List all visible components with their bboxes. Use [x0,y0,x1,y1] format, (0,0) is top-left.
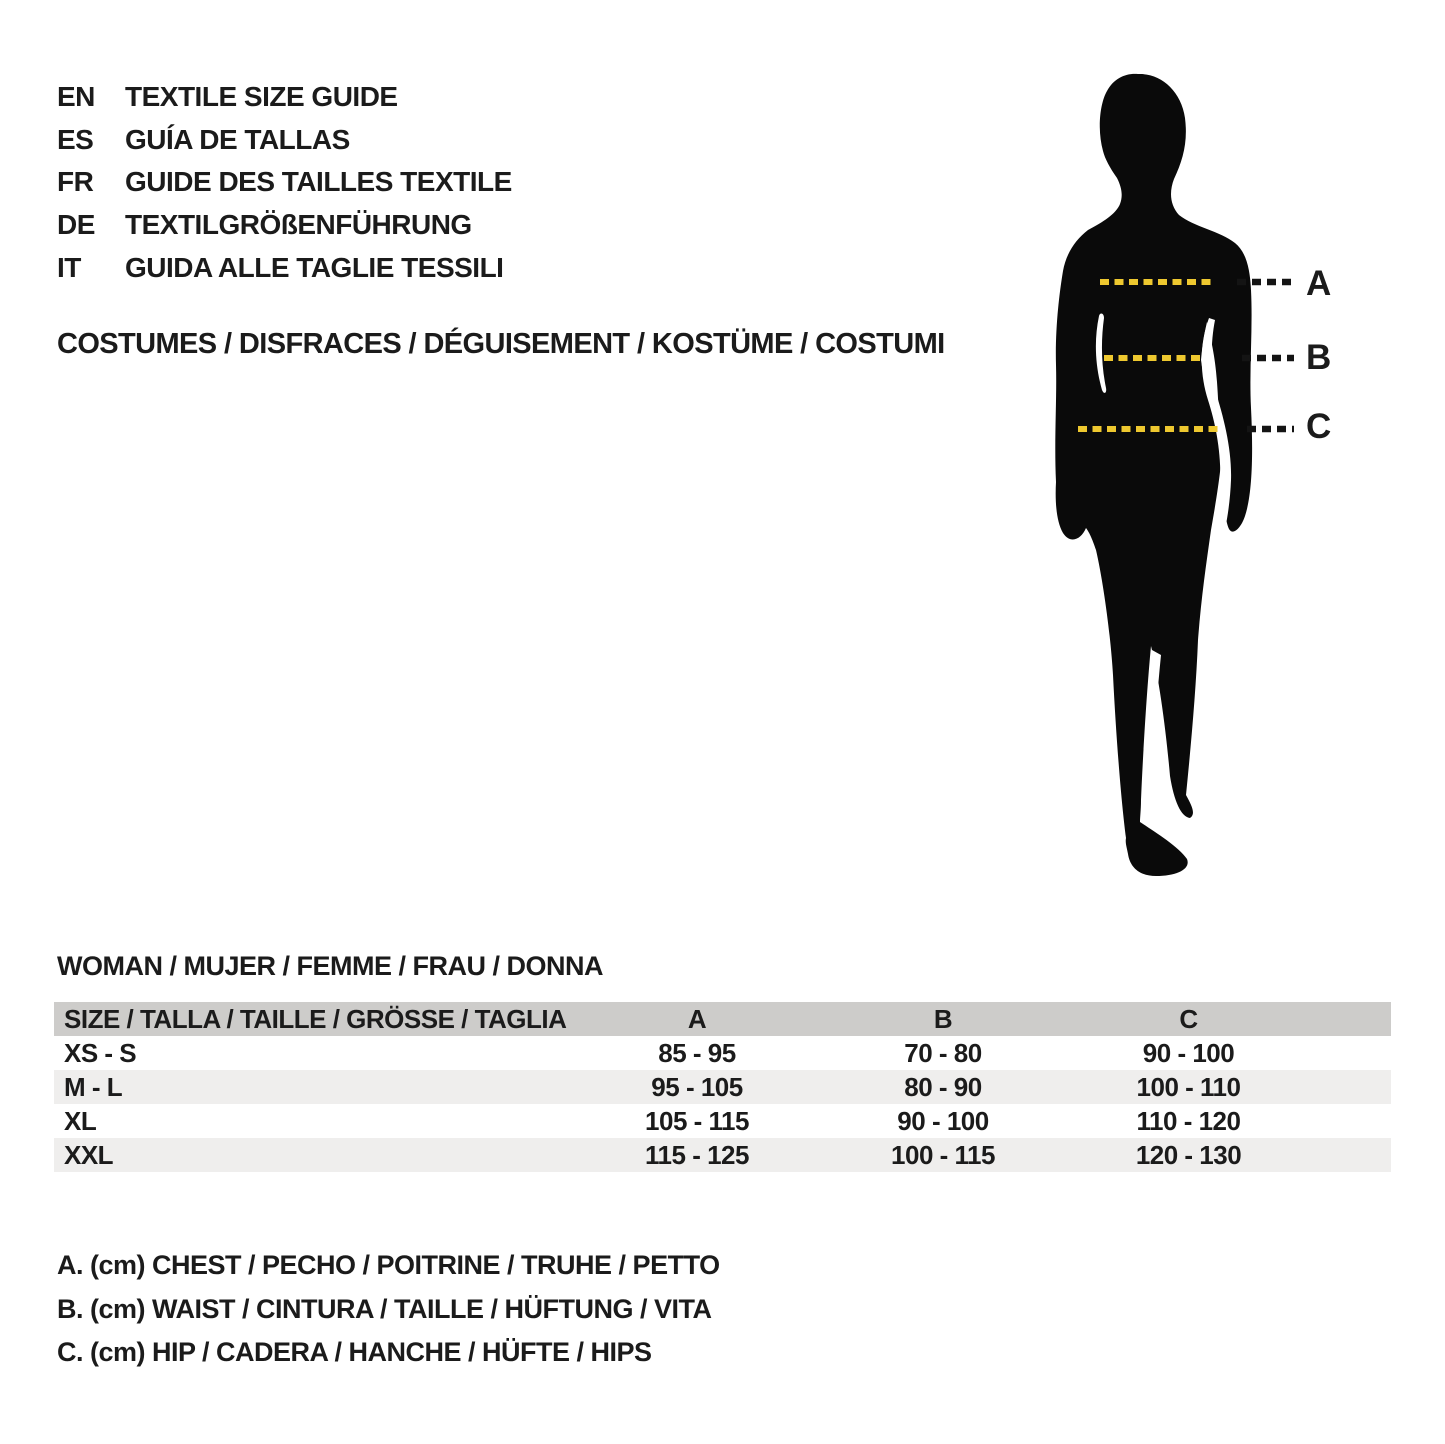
chest-range-cell: 115 - 125 [645,1140,749,1170]
language-row [57,204,512,247]
legend-line-waist: B. (cm) WAIST / CINTURA / TAILLE / HÜFTUNG / VITA [57,1293,712,1324]
language-title: TEXTILGRÖßENFÜHRUNG [125,209,472,241]
hip-range-cell: 110 - 120 [1136,1106,1241,1136]
legend-line-hip: C. (cm) HIP / CADERA / HANCHE / HÜFTE / HIPS [57,1336,652,1367]
chest-range-cell: 85 - 95 [658,1038,736,1068]
size-cell: XL [64,1106,97,1136]
hip-range-cell: 120 - 130 [1135,1140,1242,1170]
size-cell: XS - S [64,1038,137,1068]
language-code: EN [57,81,95,113]
size-column-header: SIZE / TALLA / TAILLE / GRÖSSE / TAGLIA [64,1004,567,1034]
size-cell: M - L [64,1072,123,1102]
hip-range-cell: 100 - 110 [1136,1072,1241,1102]
size-table-header-row [54,1002,1391,1036]
section-title-woman: WOMAN / MUJER / FEMME / FRAU / DONNA [57,951,603,981]
category-title: COSTUMES / DISFRACES / DÉGUISEMENT / KOSTÜME / COSTUMI [57,328,945,360]
language-title: GUIDA ALLE TAGLIE TESSILI [125,251,504,283]
language-row [57,161,512,204]
language-row [57,76,512,119]
language-title-list [57,76,512,289]
size-table [54,1002,1391,1172]
size-cell: XXL [64,1140,114,1170]
waist-range-cell: 90 - 100 [897,1106,989,1136]
language-row [57,246,512,289]
language-code: DE [57,209,95,241]
column-header-b: B [933,1004,953,1034]
language-title: GUÍA DE TALLAS [125,123,350,155]
marker-label-b: B [1306,338,1331,377]
language-title: TEXTILE SIZE GUIDE [125,81,398,113]
table-row-xl [54,1104,1391,1138]
woman-silhouette-figure [1020,60,1320,890]
language-row [57,119,512,162]
chest-range-cell: 105 - 115 [645,1106,749,1136]
measure-legend [57,1244,720,1374]
waist-range-cell: 100 - 115 [891,1140,995,1170]
chest-range-cell: 95 - 105 [651,1072,743,1102]
hip-range-cell: 90 - 100 [1142,1038,1235,1068]
language-code: IT [57,251,81,283]
table-row-m-l [54,1070,1391,1104]
language-code: FR [57,166,94,198]
column-header-c: C [1179,1004,1198,1034]
table-row-xxl [54,1138,1391,1172]
language-title: GUIDE DES TAILLES TEXTILE [125,166,512,198]
table-row-xs-s [54,1036,1391,1070]
legend-line-chest: A. (cm) CHEST / PECHO / POITRINE / TRUHE / PETTO [57,1250,720,1281]
marker-label-a: A [1306,264,1331,303]
language-code: ES [57,123,94,155]
waist-range-cell: 80 - 90 [904,1072,982,1102]
waist-range-cell: 70 - 80 [904,1038,982,1068]
column-header-a: A [687,1004,707,1034]
marker-label-c: C [1306,407,1331,446]
